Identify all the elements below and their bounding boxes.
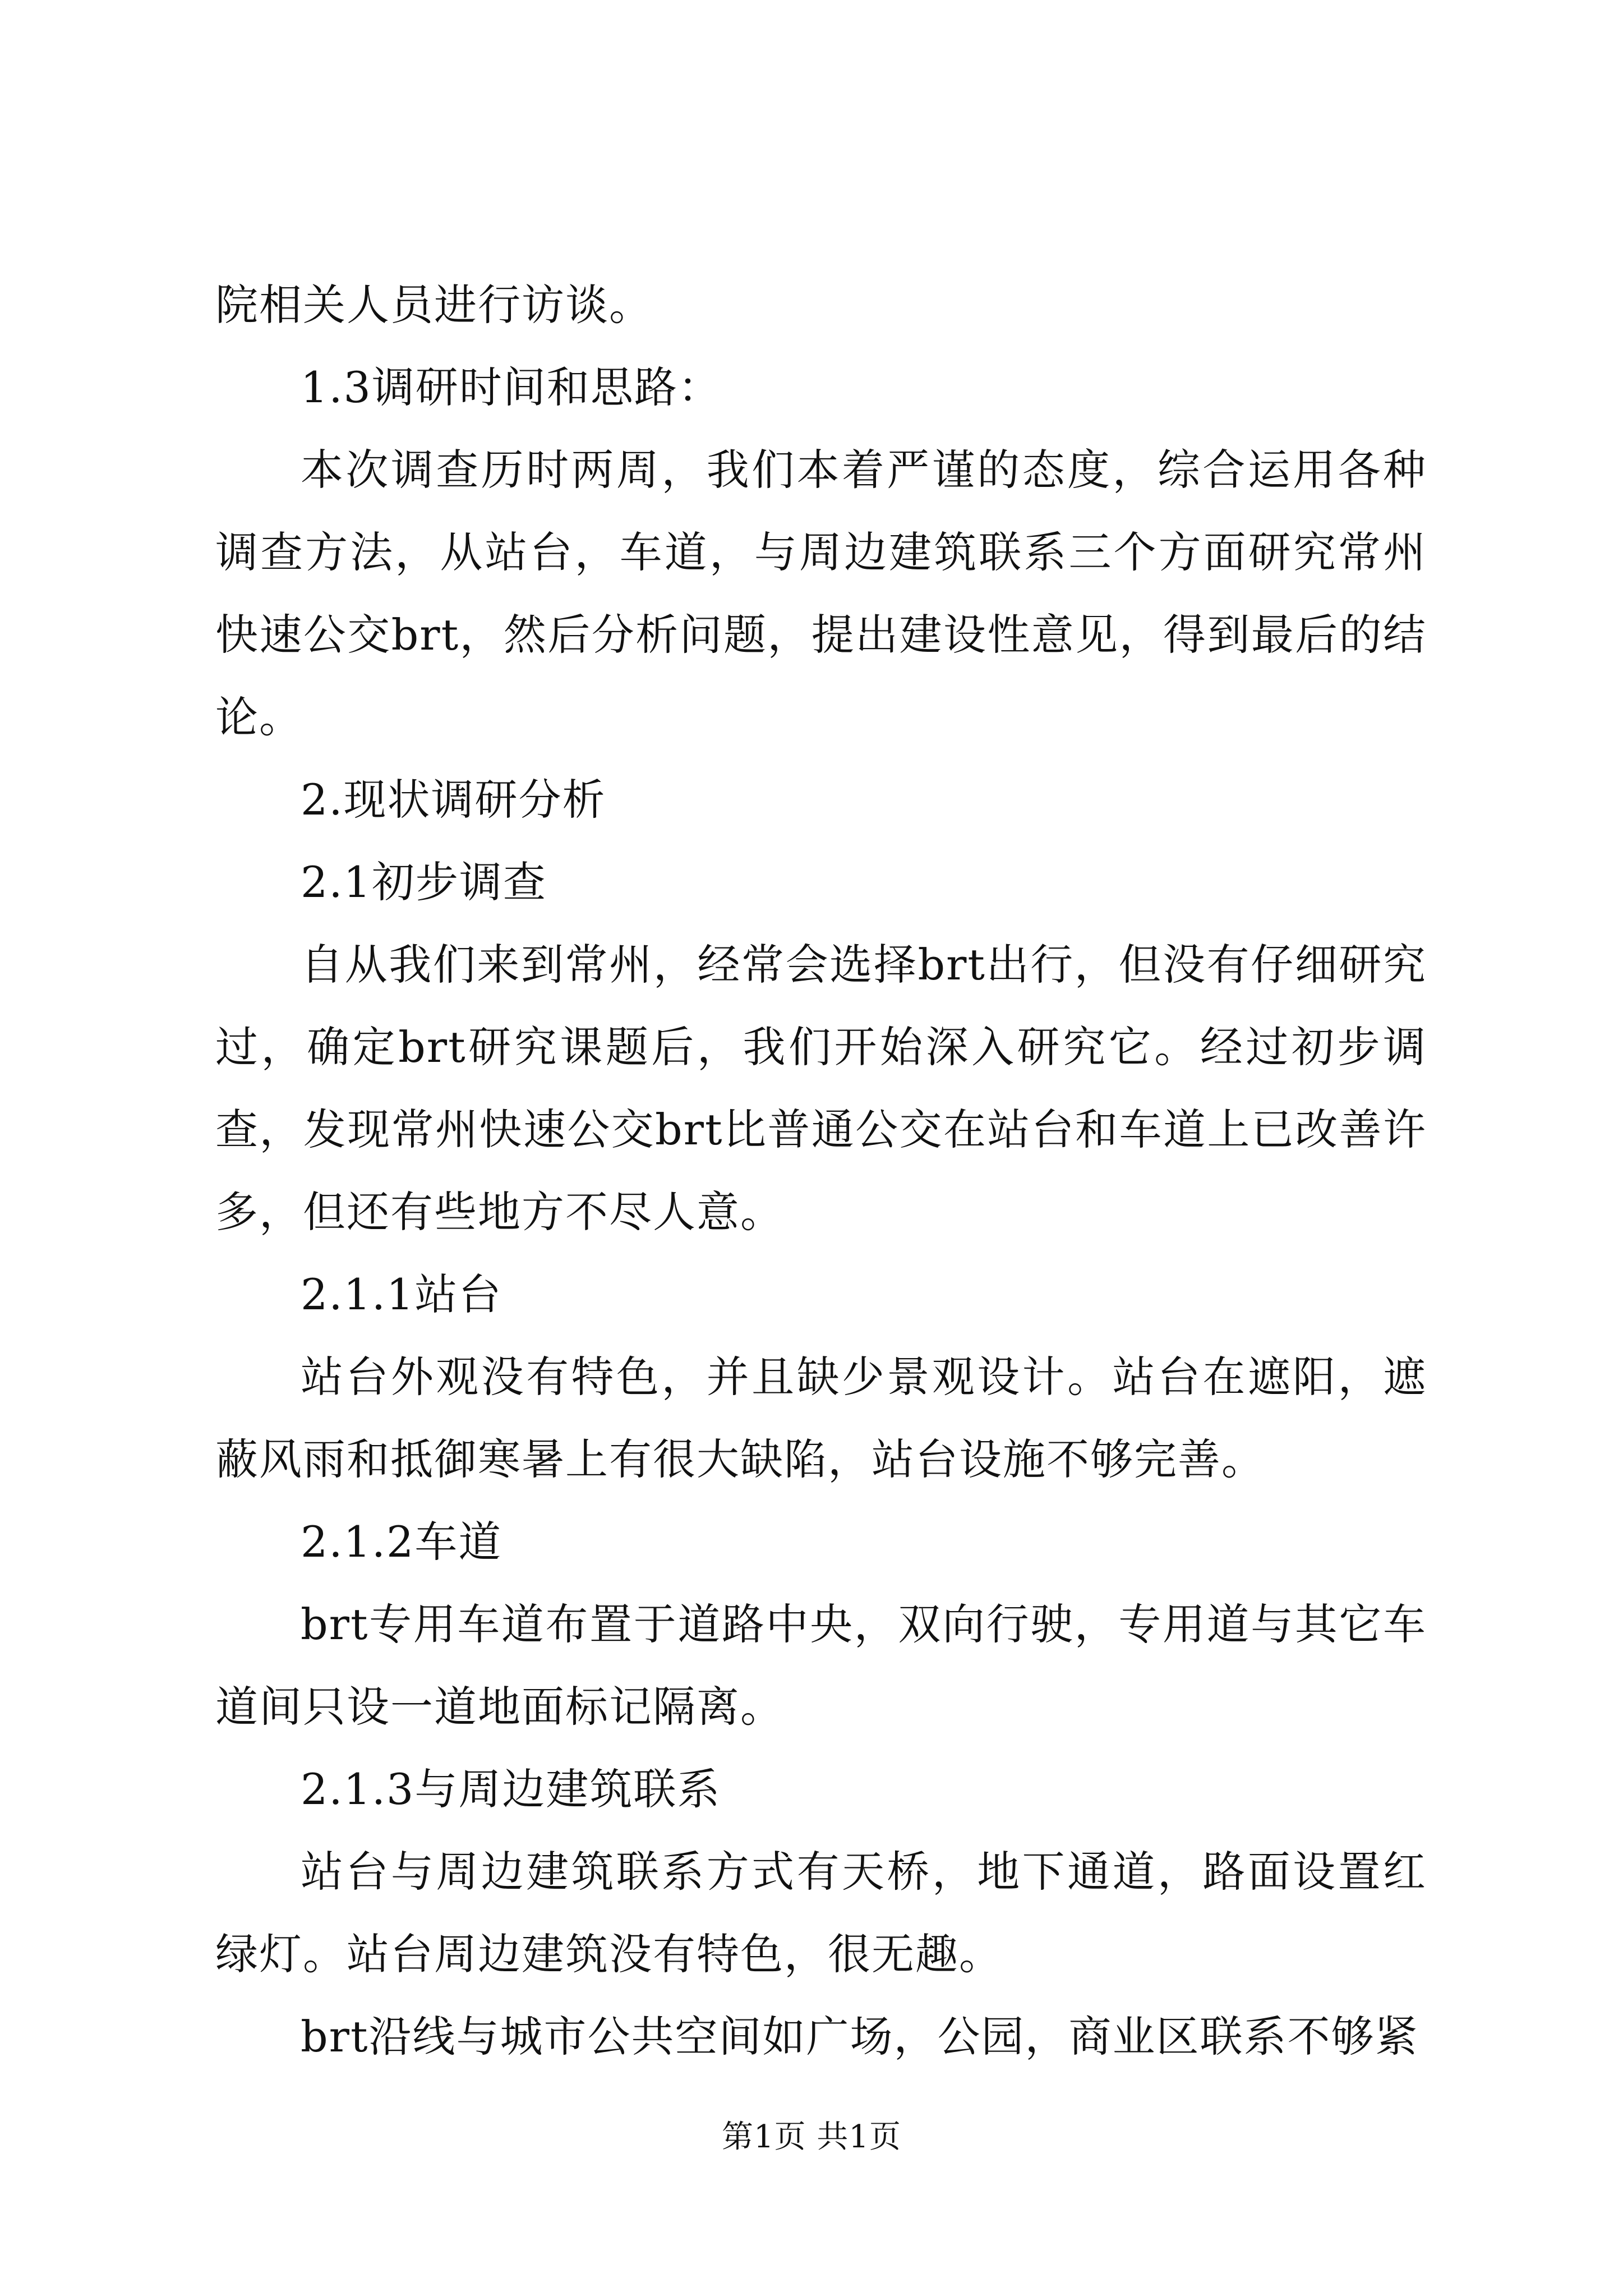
section-heading: 1.3调研时间和思路： [301,362,722,412]
paragraph: 自从我们来到常州，经常会选择brt出行，但没有仔细研究过，确定brt研究课题后，我们开始深入研究它。经过初步调查，发现常州快速公交brt比普通公交在站台和车道上已改善许多，但还有些地方不尽人意。 [215,940,1427,1237]
paragraph: 本次调查历时两周，我们本着严谨的态度，综合运用各种调查方法，从站台，车道，与周边建筑联系三个方面研究常州快速公交brt，然后分析问题，提出建设性意见，得到最后的结论。 [215,445,1427,742]
section-heading: 2.1初步调查 [301,857,547,907]
document-body [215,264,1427,2078]
paragraph: 站台与周边建筑联系方式有天桥，地下通道，路面设置红绿灯。站台周边建筑没有特色，很无趣。 [215,1847,1427,1979]
paragraph: brt沿线与城市公共空间如广场，公园，商业区联系不够紧 [301,2012,1419,2062]
section-heading: 2.1.2车道 [301,1517,502,1567]
section-heading: 2.现状调研分析 [301,775,606,825]
section-heading: 2.1.3与周边建筑联系 [301,1764,721,1814]
paragraph: 院相关人员进行访谈。 [215,280,653,330]
paragraph: brt专用车道布置于道路中央，双向行驶，专用道与其它车道间只设一道地面标记隔离。 [215,1599,1427,1732]
section-heading: 2.1.1站台 [301,1269,502,1319]
page-footer: 第1页 共1页 [721,2119,902,2155]
paragraph: 站台外观没有特色，并且缺少景观设计。站台在遮阳，遮蔽风雨和抵御寒暑上有很大缺陷，站台设施不够完善。 [215,1352,1427,1484]
